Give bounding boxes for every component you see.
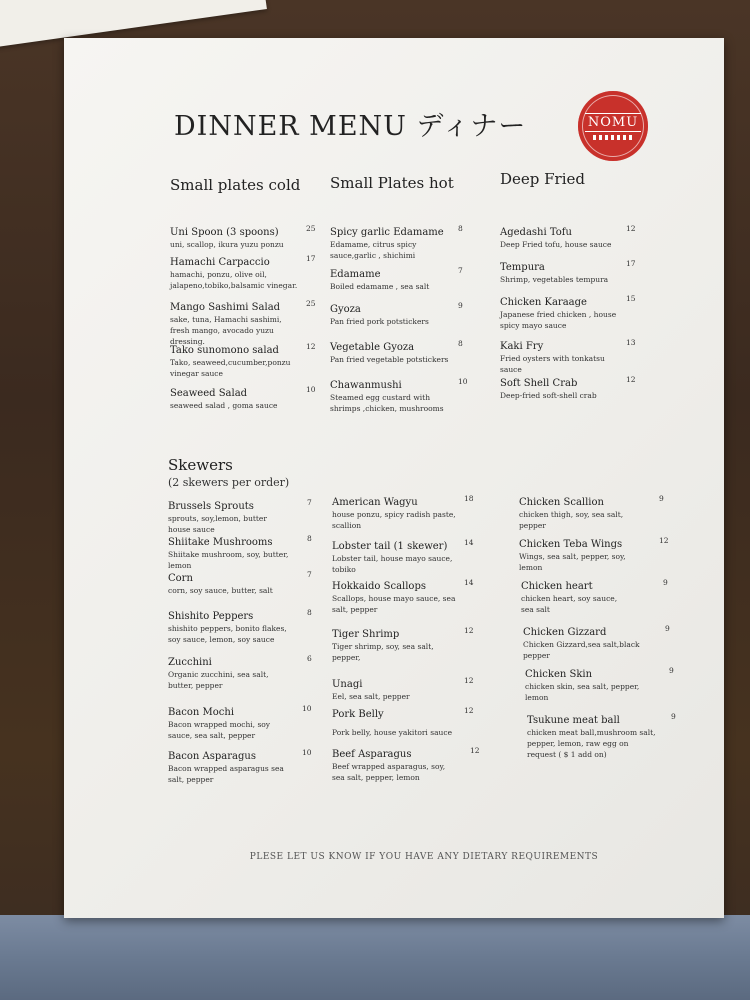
item-desc: Deep Fried tofu, house sauce bbox=[500, 240, 612, 249]
item-name: Hokkaido Scallops bbox=[332, 581, 426, 592]
item-price: 14 bbox=[464, 538, 474, 547]
item-price: 10 bbox=[302, 748, 312, 757]
item-desc: house ponzu, spicy radish paste, scallion bbox=[332, 510, 456, 530]
logo-pattern-icon bbox=[593, 135, 633, 140]
menu-item bbox=[168, 498, 312, 535]
section-skewers-heading bbox=[168, 456, 368, 489]
menu-item bbox=[332, 494, 474, 531]
item-name: Unagi bbox=[332, 679, 363, 690]
item-name: Soft Shell Crab bbox=[500, 378, 578, 389]
item-price: 13 bbox=[626, 338, 636, 347]
menu-item bbox=[525, 666, 674, 703]
menu-item bbox=[330, 301, 463, 327]
item-desc: sake, tuna, Hamachi sashimi, fresh mango, avocado yuzu dressing. bbox=[170, 315, 282, 346]
section-small-plates-cold bbox=[170, 176, 320, 410]
item-desc: Eel, sea salt, pepper bbox=[332, 692, 410, 701]
item-price: 15 bbox=[626, 294, 636, 303]
menu-item bbox=[330, 266, 463, 292]
section-title: Small Plates hot bbox=[330, 174, 454, 192]
menu-item bbox=[500, 375, 636, 401]
menu-item bbox=[500, 294, 636, 331]
section-small-plates-hot bbox=[330, 174, 480, 413]
item-desc: Beef wrapped asparagus, soy, sea salt, pepper, lemon bbox=[332, 762, 446, 782]
item-name: Shishito Peppers bbox=[168, 611, 254, 622]
item-price: 14 bbox=[464, 578, 474, 587]
item-desc: Bacon wrapped asparagus sea salt, pepper bbox=[168, 764, 284, 784]
item-name: Edamame bbox=[330, 269, 381, 280]
item-name: Brussels Sprouts bbox=[168, 501, 254, 512]
item-name: Uni Spoon (3 spoons) bbox=[170, 227, 279, 238]
menu-item bbox=[332, 676, 474, 702]
item-desc: Lobster tail, house mayo sauce, tobiko bbox=[332, 554, 453, 574]
item-desc: Pork belly, house yakitori sauce bbox=[332, 728, 453, 737]
item-desc: chicken skin, sea salt, pepper, lemon bbox=[525, 682, 640, 702]
menu-item bbox=[330, 224, 463, 261]
item-name: Chicken Scallion bbox=[519, 497, 604, 508]
item-desc: Fried oysters with tonkatsu sauce bbox=[500, 354, 605, 374]
item-desc: Deep-fried soft-shell crab bbox=[500, 391, 597, 400]
item-price: 7 bbox=[307, 570, 312, 579]
menu-item bbox=[330, 339, 463, 365]
item-price: 12 bbox=[470, 746, 480, 755]
item-name: Tempura bbox=[500, 262, 545, 273]
menu-sheet bbox=[64, 38, 724, 918]
item-price: 12 bbox=[464, 626, 474, 635]
item-name: Beef Asparagus bbox=[332, 749, 412, 760]
item-desc: Japanese fried chicken , house spicy mayo sauce bbox=[500, 310, 617, 330]
item-name: Tako sunomono salad bbox=[170, 345, 279, 356]
menu-item bbox=[168, 704, 312, 741]
menu-item bbox=[332, 538, 474, 575]
item-price: 8 bbox=[307, 534, 312, 543]
item-name: Chawanmushi bbox=[330, 380, 402, 391]
menu-item bbox=[519, 494, 664, 531]
item-price: 10 bbox=[302, 704, 312, 713]
item-desc: Wings, sea salt, pepper, soy, lemon bbox=[519, 552, 626, 572]
logo-text: NOMU bbox=[585, 113, 641, 132]
item-desc: Shrimp, vegetables tempura bbox=[500, 275, 609, 284]
item-desc: Tiger shrimp, soy, sea salt, pepper, bbox=[332, 642, 434, 662]
item-desc: Tako, seaweed,cucumber,ponzu vinegar sauce bbox=[170, 358, 291, 378]
item-name: Seaweed Salad bbox=[170, 388, 248, 399]
item-desc: Bacon wrapped mochi, soy sauce, sea salt, pepper bbox=[168, 720, 271, 740]
item-name: Vegetable Gyoza bbox=[330, 342, 415, 353]
item-price: 9 bbox=[663, 578, 668, 587]
item-desc: hamachi, ponzu, olive oil, jalapeno,tobiko,balsamic vinegar. bbox=[170, 270, 298, 290]
item-desc: chicken heart, soy sauce, sea salt bbox=[521, 594, 618, 614]
menu-item bbox=[521, 578, 668, 615]
item-price: 7 bbox=[458, 266, 463, 275]
item-price: 8 bbox=[458, 224, 463, 233]
item-desc: Pan fried vegetable potstickers bbox=[330, 355, 449, 364]
item-name: Hamachi Carpaccio bbox=[170, 257, 270, 268]
item-desc: Pan fried pork potstickers bbox=[330, 317, 429, 326]
item-desc: uni, scallop, ikura yuzu ponzu bbox=[170, 240, 284, 249]
menu-item bbox=[500, 338, 636, 375]
item-desc: chicken thigh, soy, sea salt, pepper bbox=[519, 510, 624, 530]
item-price: 25 bbox=[306, 224, 316, 233]
nomu-logo bbox=[578, 91, 648, 161]
item-name: Spicy garlic Edamame bbox=[330, 227, 444, 238]
item-price: 12 bbox=[464, 706, 474, 715]
section-subtitle: (2 skewers per order) bbox=[168, 476, 290, 489]
menu-item bbox=[519, 536, 669, 573]
item-price: 6 bbox=[307, 654, 312, 663]
item-price: 9 bbox=[458, 301, 463, 310]
item-name: Bacon Mochi bbox=[168, 707, 235, 718]
dietary-notice: PLESE LET US KNOW IF YOU HAVE ANY DIETARY REQUIREMENTS bbox=[249, 852, 599, 862]
section-title: Deep Fried bbox=[500, 170, 586, 188]
item-price: 25 bbox=[306, 299, 316, 308]
menu-item bbox=[332, 578, 474, 615]
item-price: 9 bbox=[669, 666, 674, 675]
menu-item bbox=[170, 224, 316, 250]
menu-item bbox=[500, 224, 636, 250]
item-name: Chicken Teba Wings bbox=[519, 539, 623, 550]
item-price: 8 bbox=[458, 339, 463, 348]
item-name: Gyoza bbox=[330, 304, 361, 315]
item-price: 12 bbox=[306, 342, 316, 351]
item-price: 10 bbox=[306, 385, 316, 394]
item-name: Zucchini bbox=[168, 657, 212, 668]
item-name: Tsukune meat ball bbox=[527, 715, 620, 726]
menu-item bbox=[332, 706, 474, 738]
item-name: Chicken heart bbox=[521, 581, 593, 592]
menu-item bbox=[332, 746, 480, 783]
item-desc: Scallops, house mayo sauce, sea salt, pepper bbox=[332, 594, 456, 614]
item-price: 9 bbox=[659, 494, 664, 503]
item-desc: Steamed egg custard with shrimps ,chicken, mushrooms bbox=[330, 393, 444, 413]
item-name: Chicken Skin bbox=[525, 669, 593, 680]
item-desc: Edamame, citrus spicy sauce,garlic , shichimi bbox=[330, 240, 417, 260]
item-desc: chicken meat ball,mushroom salt, pepper, lemon, raw egg on request ( $ 1 add on) bbox=[527, 728, 656, 759]
item-desc: Organic zucchini, sea salt, butter, pepper bbox=[168, 670, 269, 690]
item-desc: Shiitake mushroom, soy, butter, lemon bbox=[168, 550, 289, 570]
item-name: Chicken Karaage bbox=[500, 297, 587, 308]
item-name: Corn bbox=[168, 573, 193, 584]
item-price: 17 bbox=[626, 259, 636, 268]
item-name: American Wagyu bbox=[332, 497, 418, 508]
menu-item bbox=[500, 259, 636, 285]
menu-item bbox=[330, 377, 468, 414]
item-price: 8 bbox=[307, 608, 312, 617]
item-name: Chicken Gizzard bbox=[523, 627, 607, 638]
item-desc: seaweed salad , goma sauce bbox=[170, 401, 278, 410]
menu-item bbox=[168, 608, 312, 645]
item-name: Bacon Asparagus bbox=[168, 751, 256, 762]
item-price: 12 bbox=[464, 676, 474, 685]
menu-item bbox=[168, 654, 312, 691]
item-desc: sprouts, soy,lemon, butter house sauce bbox=[168, 514, 267, 534]
section-title: Skewers bbox=[168, 456, 233, 474]
item-price: 9 bbox=[665, 624, 670, 633]
item-name: Lobster tail (1 skewer) bbox=[332, 541, 448, 552]
item-name: Shiitake Mushrooms bbox=[168, 537, 273, 548]
section-title: Small plates cold bbox=[170, 176, 301, 194]
menu-item bbox=[168, 748, 312, 785]
item-desc: Boiled edamame , sea salt bbox=[330, 282, 430, 291]
item-price: 17 bbox=[306, 254, 316, 263]
section-deep-fried bbox=[500, 170, 650, 400]
item-name: Tiger Shrimp bbox=[332, 629, 400, 640]
background-jeans bbox=[0, 915, 750, 1000]
item-name: Agedashi Tofu bbox=[500, 227, 572, 238]
item-desc: Chicken Gizzard,sea salt,black pepper bbox=[523, 640, 640, 660]
item-price: 18 bbox=[464, 494, 474, 503]
item-name: Pork Belly bbox=[332, 709, 384, 720]
menu-title: DINNER MENU ディナー bbox=[174, 111, 527, 142]
menu-item bbox=[168, 570, 312, 596]
menu-item bbox=[523, 624, 670, 661]
menu-item bbox=[168, 534, 312, 571]
menu-item bbox=[527, 712, 676, 760]
item-price: 12 bbox=[626, 375, 636, 384]
item-price: 7 bbox=[307, 498, 312, 507]
menu-item bbox=[170, 342, 316, 379]
item-price: 9 bbox=[671, 712, 676, 721]
item-desc: corn, soy sauce, butter, salt bbox=[168, 586, 273, 595]
menu-item bbox=[170, 385, 316, 411]
item-price: 10 bbox=[458, 377, 468, 386]
item-name: Mango Sashimi Salad bbox=[170, 302, 281, 313]
menu-item bbox=[332, 626, 474, 663]
item-desc: shishito peppers, bonito flakes, soy sauce, lemon, soy sauce bbox=[168, 624, 287, 644]
item-price: 12 bbox=[626, 224, 636, 233]
item-price: 12 bbox=[659, 536, 669, 545]
menu-item bbox=[170, 254, 316, 291]
item-name: Kaki Fry bbox=[500, 341, 544, 352]
